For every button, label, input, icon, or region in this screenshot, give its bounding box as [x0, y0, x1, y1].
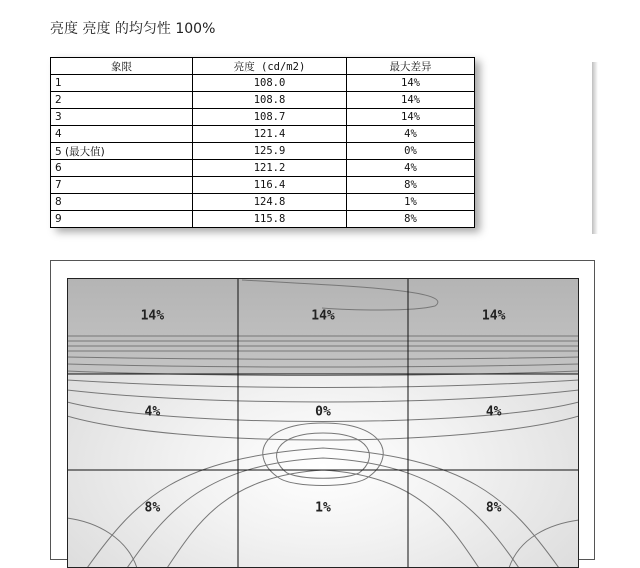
table-shadow: [592, 62, 598, 234]
quadrant-cell: 9: [51, 211, 193, 228]
header-max-diff: 最大差异: [347, 58, 475, 75]
header-quadrant: 象限: [51, 58, 193, 75]
table-row: [51, 160, 475, 177]
quadrant-label: 4%: [144, 404, 161, 420]
luminance-cell: 115.8: [193, 211, 347, 228]
uniformity-table: [50, 57, 475, 228]
quadrant-label: 14%: [140, 308, 165, 324]
quadrant-cell: 3: [51, 109, 193, 126]
quadrant-label: 14%: [481, 308, 506, 324]
quadrant-cell: 1: [51, 75, 193, 92]
max-diff-cell: 14%: [347, 109, 475, 126]
quadrant-label: 14%: [311, 308, 335, 324]
luminance-cell: 108.7: [193, 109, 347, 126]
table-row: [51, 211, 475, 228]
table-row: [51, 126, 475, 143]
luminance-cell: 121.4: [193, 126, 347, 143]
quadrant-cell: 7: [51, 177, 193, 194]
max-diff-cell: 0%: [347, 143, 475, 160]
quadrant-label: 8%: [485, 500, 502, 516]
max-diff-cell: 8%: [347, 177, 475, 194]
max-diff-cell: 14%: [347, 75, 475, 92]
max-diff-cell: 4%: [347, 160, 475, 177]
table-row: [51, 109, 475, 126]
quadrant-label: 4%: [485, 404, 502, 420]
quadrant-cell: 2: [51, 92, 193, 109]
table-row: [51, 194, 475, 211]
luminance-cell: 108.0: [193, 75, 347, 92]
table-row: [51, 92, 475, 109]
quadrant-cell: 8: [51, 194, 193, 211]
quadrant-label: 1%: [315, 500, 331, 516]
max-diff-cell: 4%: [347, 126, 475, 143]
luminance-cell: 121.2: [193, 160, 347, 177]
table-row: [51, 177, 475, 194]
table-row: [51, 75, 475, 92]
quadrant-label: 8%: [144, 500, 161, 516]
quadrant-cell: 5 (最大值): [51, 143, 193, 160]
quadrant-cell: 4: [51, 126, 193, 143]
luminance-cell: 125.9: [193, 143, 347, 160]
uniformity-table-container: [50, 57, 474, 228]
luminance-cell: 124.8: [193, 194, 347, 211]
header-luminance: 亮度 (cd/m2): [193, 58, 347, 75]
table-header-row: [51, 58, 475, 75]
max-diff-cell: 1%: [347, 194, 475, 211]
max-diff-cell: 8%: [347, 211, 475, 228]
quadrant-label: 0%: [315, 404, 331, 420]
quadrant-cell: 6: [51, 160, 193, 177]
table-row: [51, 143, 475, 160]
uniformity-chart-frame: [50, 260, 595, 560]
page-title: 亮度 亮度 的均匀性 100%: [50, 21, 216, 37]
max-diff-cell: 14%: [347, 92, 475, 109]
luminance-cell: 116.4: [193, 177, 347, 194]
luminance-cell: 108.8: [193, 92, 347, 109]
